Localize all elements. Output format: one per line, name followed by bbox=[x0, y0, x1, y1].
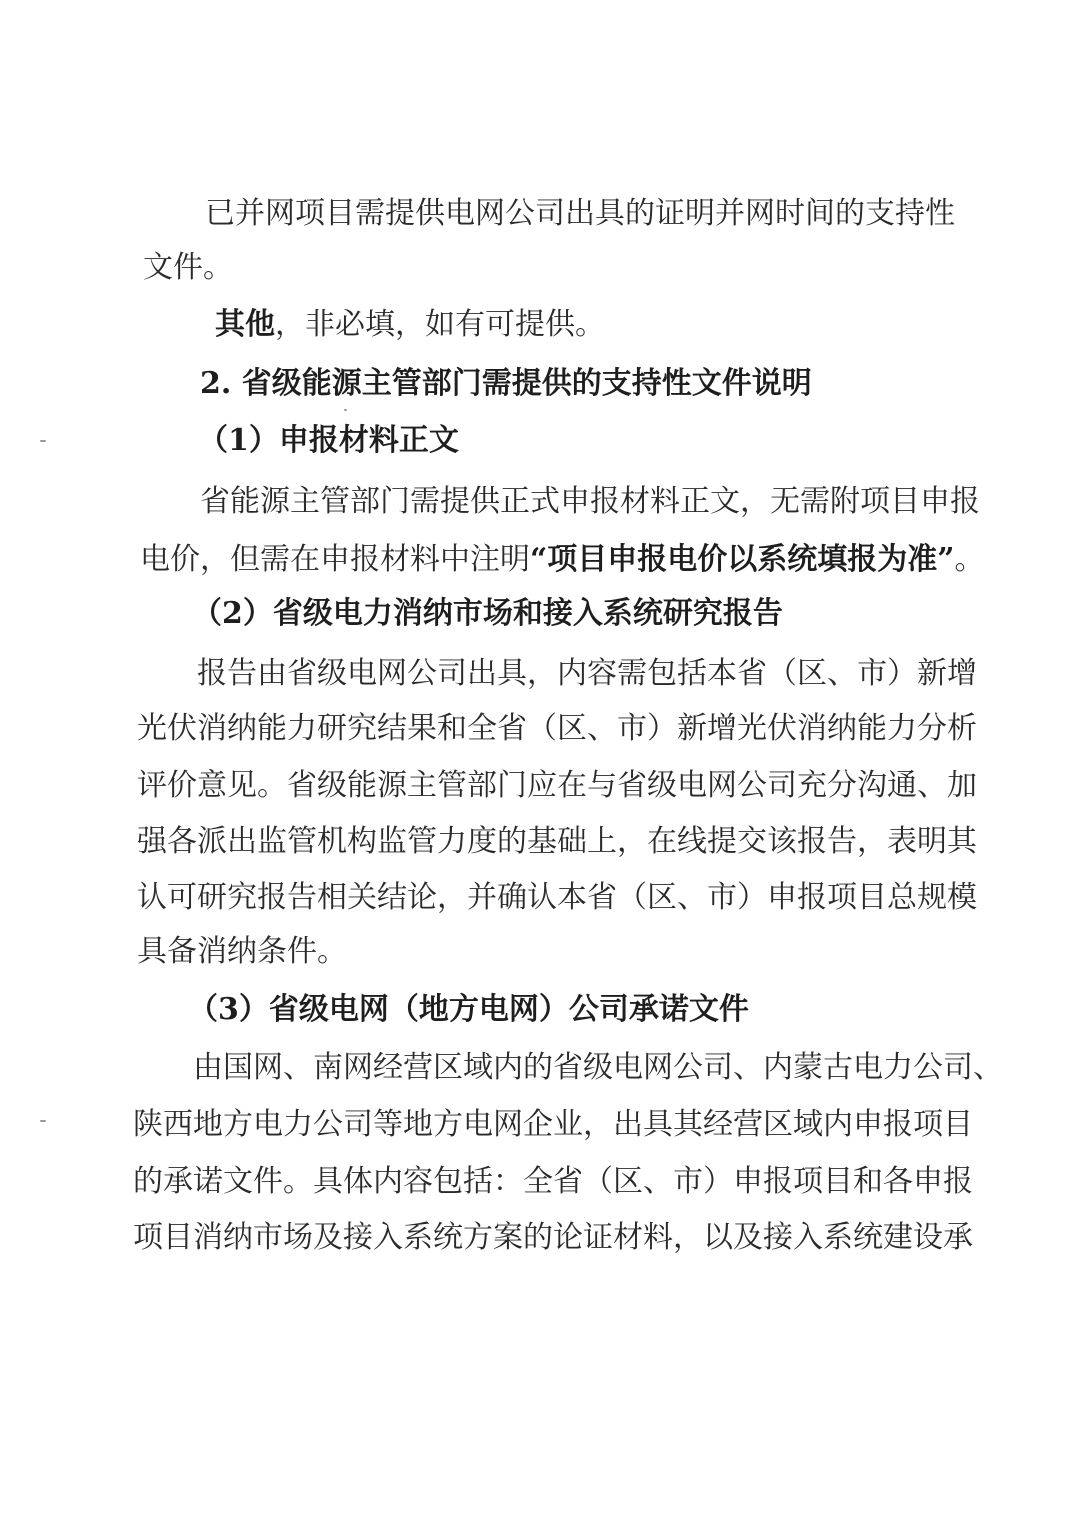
paragraph-line: 光伏消纳能力研究结果和全省（区、市）新增光伏消纳能力分析 bbox=[137, 711, 977, 746]
paragraph-line: 评价意见。省级能源主管部门应在与省级电网公司充分沟通、加 bbox=[137, 768, 977, 803]
paragraph-line: 的承诺文件。具体内容包括：全省（区、市）申报项目和各申报 bbox=[133, 1164, 973, 1199]
paragraph-line: 省能源主管部门需提供正式申报材料正文，无需附项目申报 bbox=[200, 484, 980, 519]
paragraph-line: 已并网项目需提供电网公司出具的证明并网时间的支持性 bbox=[205, 196, 955, 231]
scan-speck bbox=[40, 440, 46, 442]
paragraph-line: 强各派出监管机构监管力度的基础上，在线提交该报告，表明其 bbox=[137, 824, 977, 859]
other-label: 其他 bbox=[215, 307, 275, 342]
section-heading: 2. 省级能源主管部门需提供的支持性文件说明 bbox=[200, 366, 812, 401]
paragraph-line: 项目消纳市场及接入系统方案的论证材料，以及接入系统建设承 bbox=[133, 1220, 973, 1255]
subsection-heading: （3）省级电网（地方电网）公司承诺文件 bbox=[188, 992, 749, 1027]
paragraph-line bbox=[215, 305, 605, 345]
paragraph-line: 文件。 bbox=[143, 250, 233, 285]
paragraph-line bbox=[140, 540, 985, 580]
other-text: ，非必填，如有可提供。 bbox=[275, 307, 605, 342]
subsection-heading: （2）省级电力消纳市场和接入系统研究报告 bbox=[192, 596, 783, 631]
paragraph-line: 认可研究报告相关结论，并确认本省（区、市）申报项目总规模 bbox=[137, 880, 977, 915]
subsection-heading: （1）申报材料正文 bbox=[198, 423, 459, 458]
paragraph-line: 陕西地方电力公司等地方电网企业，出具其经营区域内申报项目 bbox=[133, 1107, 973, 1142]
scan-speck bbox=[344, 409, 347, 411]
paragraph-line: 具备消纳条件。 bbox=[137, 934, 347, 969]
paragraph-line: 由国网、南网经营区域内的省级电网公司、内蒙古电力公司、 bbox=[193, 1050, 1003, 1085]
paragraph-text: 电价，但需在申报材料中注明 bbox=[140, 542, 530, 577]
paragraph-text: 。 bbox=[954, 542, 985, 577]
quoted-emphasis: “项目申报电价以系统填报为准” bbox=[530, 542, 955, 577]
paragraph-line: 报告由省级电网公司出具，内容需包括本省（区、市）新增 bbox=[197, 656, 977, 691]
scan-speck bbox=[40, 1120, 46, 1122]
